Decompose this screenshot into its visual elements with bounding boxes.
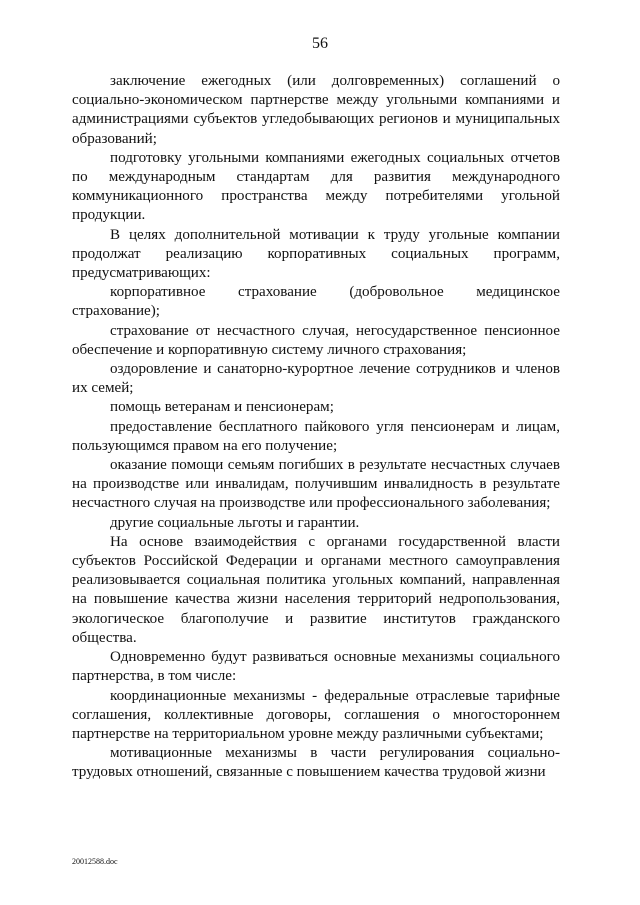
list-item-free-coal: предоставление бесплатного пайкового угля пенсионерам и лицам, пользующимся правом на его получение;: [72, 418, 560, 454]
list-item-other-benefits: другие социальные льготы и гарантии.: [110, 514, 360, 531]
list-item-accident-insurance: страхование от несчастного случая, негосударственное пенсионное обеспечение и корпоративную систему личного страхования;: [72, 322, 560, 358]
paragraph-partnership-mechanisms: Одновременно будут развиваться основные механизмы социального партнерства, в том числе:: [72, 649, 560, 685]
paragraph-motivation-intro: В целях дополнительной мотивации к труду угольные компании продолжат реализацию корпоративных социальных программ, предусматривающих:: [72, 226, 560, 282]
list-item-family-assistance: оказание помощи семьям погибших в результате несчастных случаев на производстве или инвалидам, получившим инвалидность в результате несчастного случая на производстве или профессионального заболевания;: [72, 457, 560, 512]
paragraph-social-policy: На основе взаимодействия с органами государственной власти субъектов Российской Федерации и органами местного самоуправления реализовывается социальная политика угольных компаний, направленная на повышение качества жизни населения территорий недропользования, экологическое благополучие и развитие институтов гражданского общества.: [72, 533, 560, 646]
list-item-veterans-help: помощь ветеранам и пенсионерам;: [110, 399, 334, 416]
list-item-health-resort: оздоровление и санаторно-курортное лечение сотрудников и членов их семей;: [72, 361, 560, 397]
page-number: 56: [312, 35, 328, 52]
list-item-corporate-insurance: корпоративное страхование (добровольное медицинское страхование);: [72, 284, 560, 320]
document-body: [72, 72, 560, 783]
paragraph-social-reports: подготовку угольными компаниями ежегодных социальных отчетов по международным стандартам для развития международного коммуникационного пространства между потребителями угольной продукции.: [72, 149, 560, 224]
list-item-motivation-mechanisms: мотивационные механизмы в части регулирования социально-трудовых отношений, связанные с повышением качества трудовой жизни: [72, 745, 560, 781]
paragraph-annual-agreements: заключение ежегодных (или долговременных) соглашений о социально-экономическом партнерстве между угольными компаниями и администрациями субъектов угледобывающих регионов и муниципальных образований;: [72, 73, 560, 147]
list-item-coordination-mechanisms: координационные механизмы - федеральные отраслевые тарифные соглашения, коллективные договоры, соглашения о многостороннем партнерстве на территориальном уровне между различными субъектами;: [72, 687, 560, 742]
document-file-code: 20012588.doc: [72, 857, 118, 866]
